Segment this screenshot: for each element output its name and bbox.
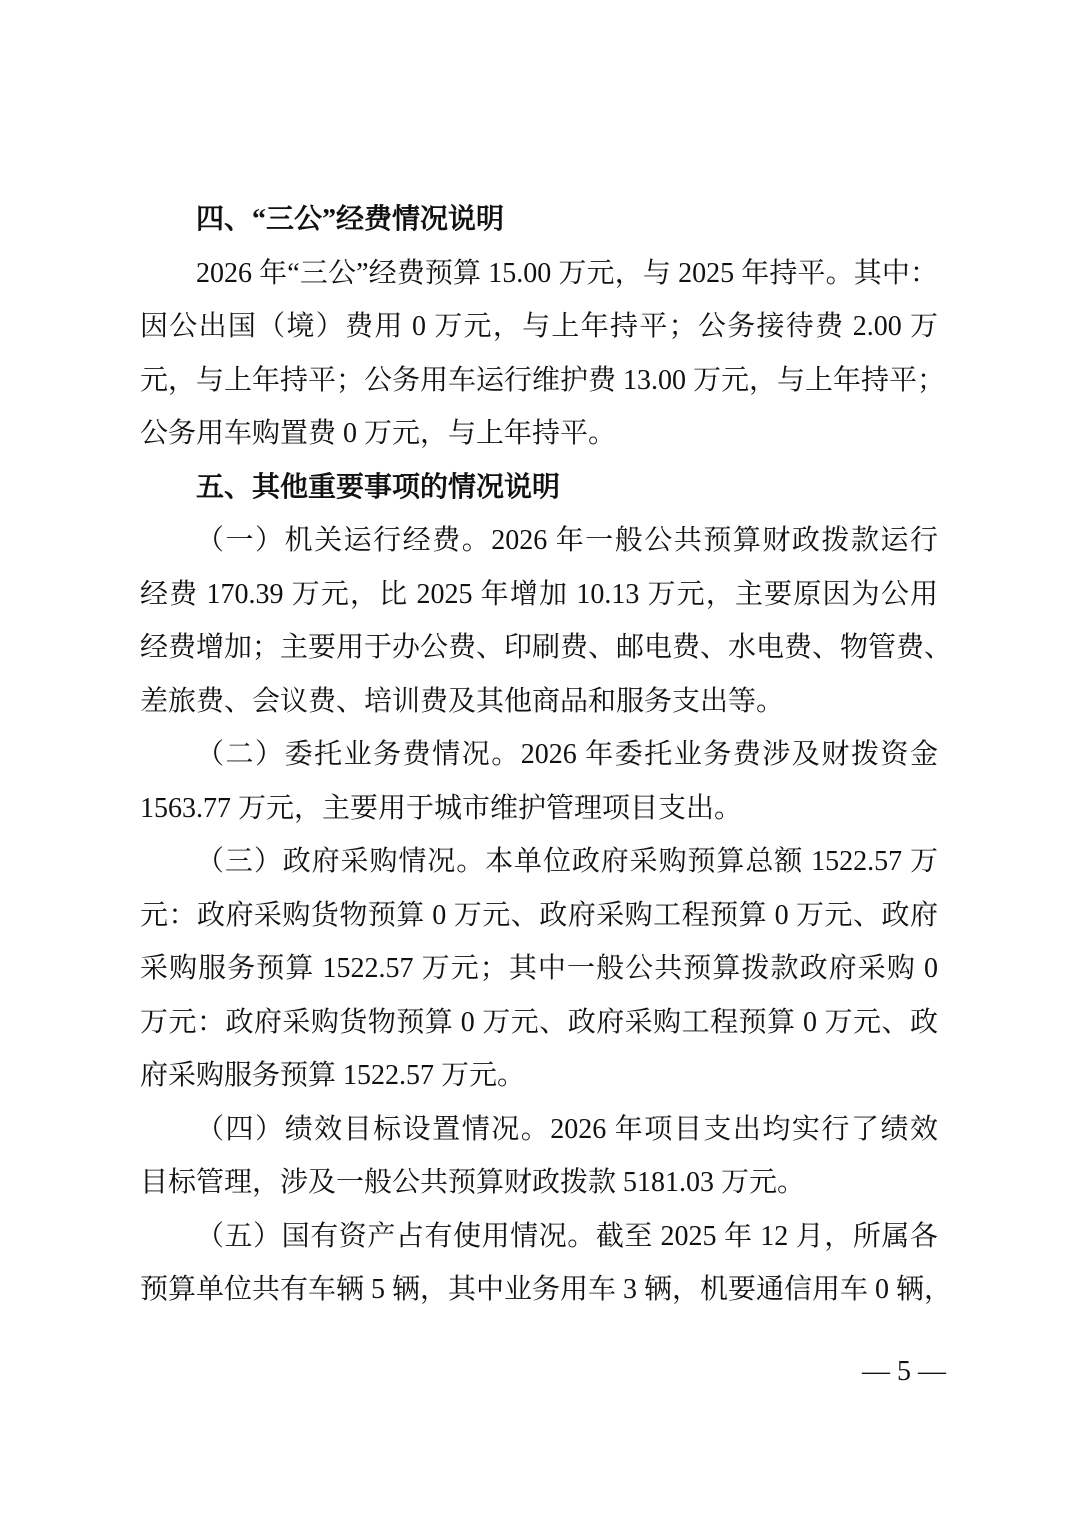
text-line: 目标管理，涉及一般公共预算财政拨款 5181.03 万元。 <box>140 1167 806 1198</box>
text-line: 差旅费、会议费、培训费及其他商品和服务支出等。 <box>140 685 785 717</box>
document-body <box>140 193 953 1317</box>
text-line: 预算单位共有车辆 5 辆，其中业务用车 3 辆，机要通信用车 0 辆， <box>140 1274 953 1305</box>
paragraph <box>140 1210 953 1317</box>
page-number: — 5 — <box>862 1356 946 1387</box>
paragraph <box>140 1103 938 1210</box>
paragraph <box>140 247 946 461</box>
text-line: （一）机关运行经费。2026 年一般公共预算财政拨款运行 <box>196 525 938 556</box>
text-line: （五）国有资产占有使用情况。截至 2025 年 12 月，所属各 <box>196 1220 938 1252</box>
text-line: 元，与上年持平；公务用车运行维护费 13.00 万元，与上年持平； <box>140 364 946 396</box>
text-line: （四）绩效目标设置情况。2026 年项目支出均实行了绩效 <box>196 1113 938 1145</box>
text-line: 府采购服务预算 1522.57 万元。 <box>140 1060 526 1091</box>
section-heading: 四、“三公”经费情况说明 <box>196 204 505 235</box>
text-line: 万元：政府采购货物预算 0 万元、政府采购工程预算 0 万元、政 <box>140 1006 938 1038</box>
paragraph <box>140 514 953 728</box>
text-line: 元：政府采购货物预算 0 万元、政府采购工程预算 0 万元、政府 <box>140 899 938 931</box>
text-line: 采购服务预算 1522.57 万元；其中一般公共预算拨款政府采购 0 <box>140 953 938 984</box>
text-line: （二）委托业务费情况。2026 年委托业务费涉及财拨资金 <box>196 739 938 770</box>
text-line: 经费增加；主要用于办公费、印刷费、邮电费、水电费、物管费、 <box>140 632 953 663</box>
text-line: 经费 170.39 万元，比 2025 年增加 10.13 万元，主要原因为公用 <box>140 578 938 610</box>
text-line: 1563.77 万元，主要用于城市维护管理项目支出。 <box>140 792 743 824</box>
text-line: 因公出国（境）费用 0 万元，与上年持平；公务接待费 2.00 万 <box>140 311 938 342</box>
text-line: 公务用车购置费 0 万元，与上年持平。 <box>140 418 617 449</box>
paragraph <box>140 728 938 835</box>
text-line: 2026 年“三公”经费预算 15.00 万元，与 2025 年持平。其中： <box>196 257 938 289</box>
section-heading: 五、其他重要事项的情况说明 <box>196 471 561 503</box>
text-line: （三）政府采购情况。本单位政府采购预算总额 1522.57 万 <box>196 846 938 877</box>
paragraph <box>140 835 938 1103</box>
